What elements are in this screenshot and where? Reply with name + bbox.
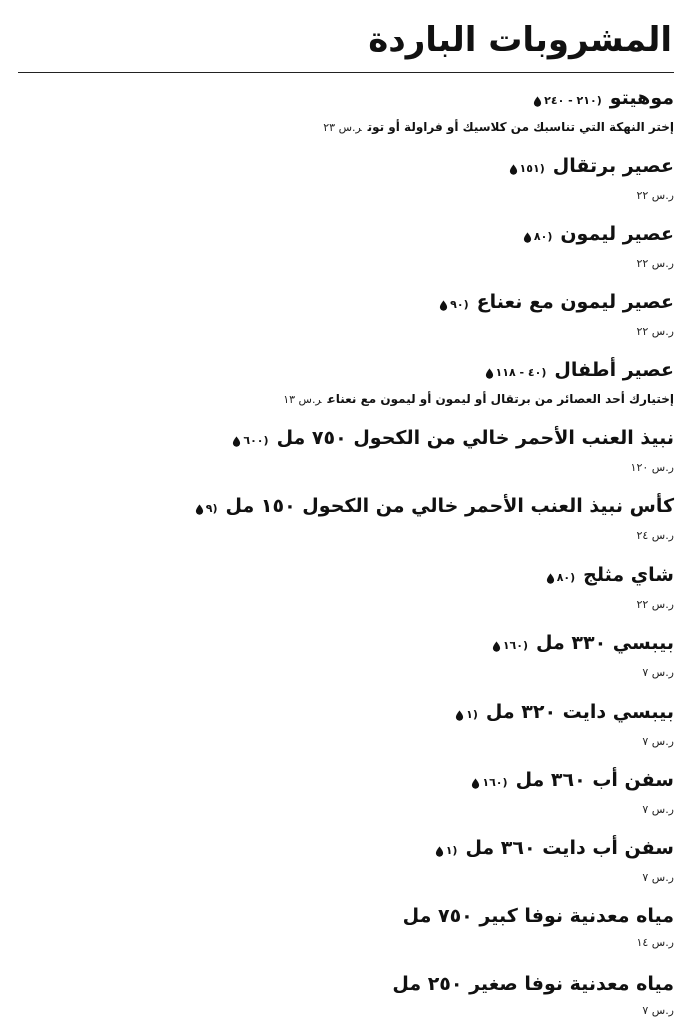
item-header bbox=[12, 492, 674, 523]
item-price: ر.س ٧ bbox=[642, 735, 674, 748]
menu-item bbox=[12, 902, 674, 962]
item-details bbox=[12, 592, 674, 616]
item-header bbox=[12, 561, 674, 592]
menu-item bbox=[12, 288, 674, 348]
menu-item bbox=[12, 356, 674, 416]
item-calories bbox=[523, 223, 552, 251]
menu-item bbox=[12, 492, 674, 552]
item-price: ر.س ٢٢ bbox=[636, 257, 674, 270]
calories-value: (٦٠٠ bbox=[243, 434, 269, 447]
item-calories bbox=[485, 359, 547, 387]
item-header bbox=[12, 220, 674, 251]
calorie-drop-icon bbox=[523, 232, 532, 243]
calories-value: (١٦٠ bbox=[502, 639, 529, 652]
item-header bbox=[12, 629, 674, 660]
item-header bbox=[12, 288, 674, 319]
item-details bbox=[12, 319, 674, 343]
item-details bbox=[12, 865, 674, 889]
page-title: المشروبات الباردة bbox=[368, 20, 672, 60]
item-details bbox=[12, 998, 674, 1022]
item-price: ر.س ٢٢ bbox=[636, 189, 674, 202]
item-details bbox=[12, 115, 674, 139]
item-name: شاي مثلج bbox=[583, 564, 674, 586]
item-calories bbox=[195, 495, 218, 523]
item-details bbox=[12, 660, 674, 684]
item-calories bbox=[509, 155, 545, 183]
item-price: ر.س ٧ bbox=[642, 871, 674, 884]
title-divider bbox=[18, 72, 674, 73]
calories-value: (١٥١ bbox=[519, 162, 545, 175]
item-name: سفن أب ٣٦٠ مل bbox=[515, 769, 674, 791]
item-details bbox=[12, 523, 674, 547]
item-name: عصير برتقال bbox=[552, 155, 674, 177]
item-name: كأس نبيذ العنب الأحمر خالي من الكحول ١٥٠ مل bbox=[225, 495, 674, 517]
calories-value: (١ bbox=[445, 844, 458, 857]
item-header bbox=[12, 834, 674, 865]
calories-value: (٢١٠ - ٢٤٠ bbox=[544, 94, 602, 107]
item-details bbox=[12, 251, 674, 275]
item-details bbox=[12, 729, 674, 753]
item-name: مياه معدنية نوفا صغير ٢٥٠ مل bbox=[392, 973, 674, 995]
menu-item bbox=[12, 220, 674, 280]
calorie-drop-icon bbox=[195, 504, 204, 515]
item-calories bbox=[435, 837, 458, 865]
calorie-drop-icon bbox=[439, 300, 448, 311]
item-details bbox=[12, 930, 674, 954]
item-details bbox=[12, 455, 674, 479]
item-description: إختر النهكة التي تناسبك من كلاسيك أو فراولة أو توت bbox=[367, 120, 674, 134]
item-calories bbox=[492, 632, 528, 660]
item-price: ر.س ٢٤ bbox=[636, 529, 674, 542]
item-name: مياه معدنية نوفا كبير ٧٥٠ مل bbox=[402, 905, 674, 927]
item-details bbox=[12, 387, 674, 411]
menu-item bbox=[12, 970, 674, 1030]
menu-item bbox=[12, 152, 674, 212]
calorie-drop-icon bbox=[533, 96, 542, 107]
calories-value: (٩ bbox=[205, 502, 218, 515]
menu-item bbox=[12, 561, 674, 621]
item-name: سفن أب دايت ٣٦٠ مل bbox=[465, 837, 674, 859]
item-header bbox=[12, 698, 674, 729]
item-price: ر.س ١٤ bbox=[636, 936, 674, 949]
calorie-drop-icon bbox=[492, 641, 501, 652]
item-header bbox=[12, 356, 674, 387]
calorie-drop-icon bbox=[232, 436, 241, 447]
calories-value: (١ bbox=[466, 708, 478, 721]
item-calories bbox=[546, 564, 575, 592]
item-details bbox=[12, 797, 674, 821]
menu-item bbox=[12, 834, 674, 894]
item-calories bbox=[455, 701, 478, 729]
item-name: نبيذ العنب الأحمر خالي من الكحول ٧٥٠ مل bbox=[276, 427, 674, 449]
item-header bbox=[12, 902, 674, 930]
item-header bbox=[12, 766, 674, 797]
item-name: موهيتو bbox=[609, 87, 674, 109]
calorie-drop-icon bbox=[471, 778, 480, 789]
calorie-drop-icon bbox=[546, 573, 555, 584]
item-name: بيبسي ٣٣٠ مل bbox=[536, 632, 674, 654]
menu-item bbox=[12, 629, 674, 689]
item-price: ر.س ١٢٠ bbox=[630, 461, 674, 474]
item-details bbox=[12, 183, 674, 207]
item-price: ر.س ٢٣ bbox=[323, 121, 362, 134]
item-calories bbox=[439, 291, 468, 319]
menu-item bbox=[12, 766, 674, 826]
item-name: بيبسي دايت ٣٢٠ مل bbox=[485, 701, 674, 723]
menu-item bbox=[12, 424, 674, 484]
item-header bbox=[12, 424, 674, 455]
item-price: ر.س ٢٢ bbox=[636, 598, 674, 611]
calories-value: (٨٠ bbox=[556, 571, 576, 584]
calorie-drop-icon bbox=[485, 368, 494, 379]
calorie-drop-icon bbox=[509, 164, 518, 175]
item-price: ر.س ٧ bbox=[642, 666, 674, 679]
menu-item bbox=[12, 698, 674, 758]
calories-value: (١٦٠ bbox=[482, 776, 508, 789]
item-price: ر.س ١٣ bbox=[283, 393, 322, 406]
calories-value: (٩٠ bbox=[450, 298, 469, 311]
item-price: ر.س ٧ bbox=[642, 1004, 674, 1017]
item-header bbox=[12, 152, 674, 183]
item-calories bbox=[232, 427, 268, 455]
item-name: عصير ليمون مع نعناع bbox=[476, 291, 674, 313]
item-price: ر.س ٧ bbox=[642, 803, 674, 816]
item-price: ر.س ٢٢ bbox=[636, 325, 674, 338]
item-name: عصير أطفال bbox=[554, 359, 674, 381]
item-calories bbox=[533, 87, 602, 115]
calorie-drop-icon bbox=[455, 710, 464, 721]
item-description: إختيارك أحد العصائر من برتقال أو ليمون أو ليمون مع نعناع bbox=[327, 392, 674, 406]
item-calories bbox=[471, 769, 507, 797]
item-name: عصير ليمون bbox=[560, 223, 674, 245]
menu-item bbox=[12, 84, 674, 144]
calorie-drop-icon bbox=[435, 846, 444, 857]
calories-value: (٨٠ bbox=[533, 230, 553, 243]
item-header bbox=[12, 84, 674, 115]
item-header bbox=[12, 970, 674, 998]
calories-value: (٤٠ - ١١٨ bbox=[495, 366, 547, 379]
